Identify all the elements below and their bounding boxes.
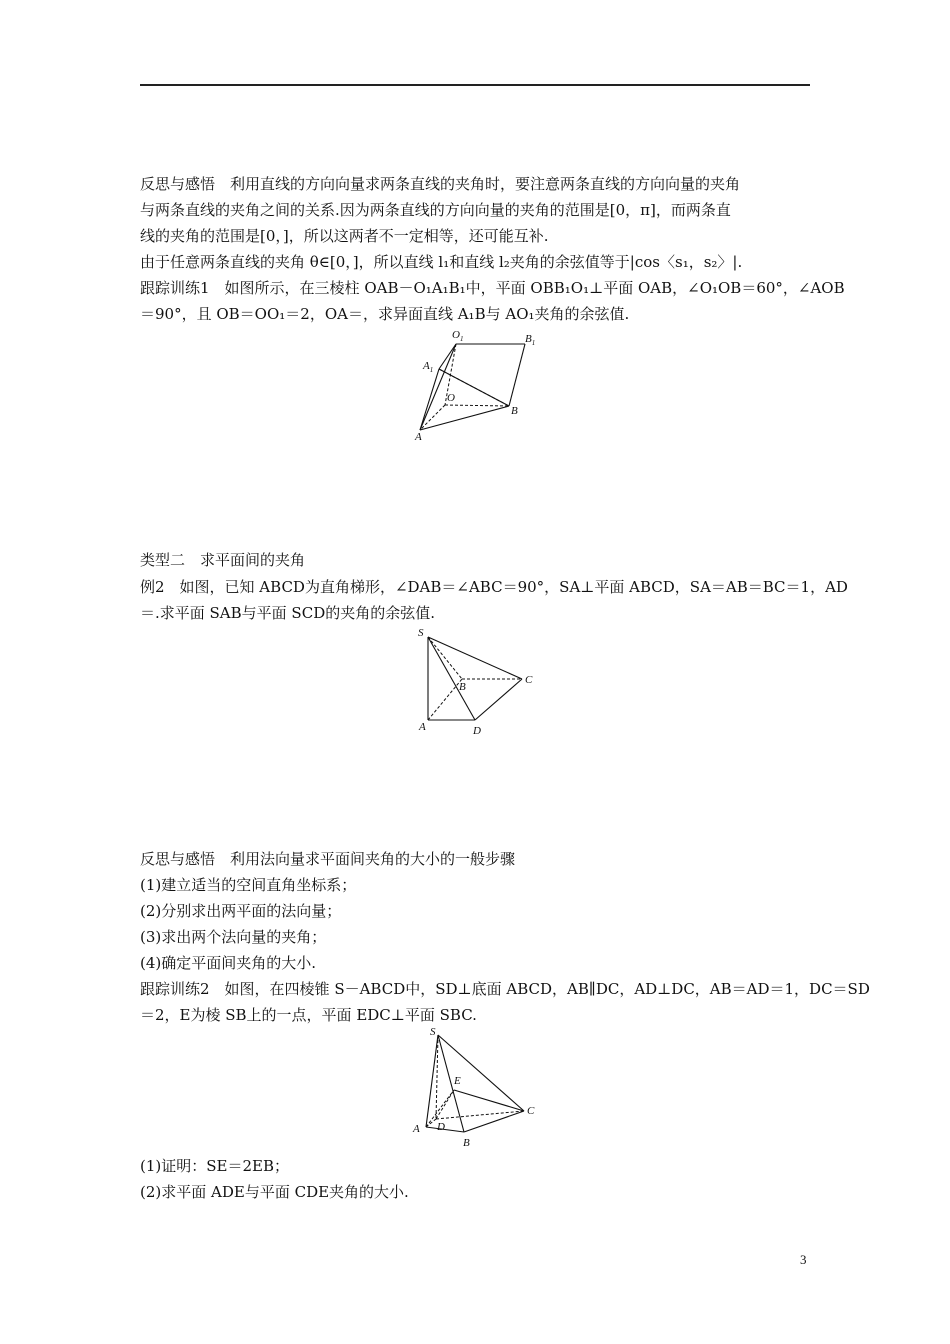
reflect2-line1: 反思与感悟 利用法向量求平面间夹角的大小的一般步骤 [140, 850, 516, 868]
track1-line2: ＝90°，且 OB＝OO₁＝2，OA＝，求异面直线 A₁B与 AO₁夹角的余弦值. [140, 305, 630, 323]
type2-heading: 类型二 求平面间的夹角 [140, 551, 306, 569]
label-D: D [473, 725, 481, 737]
label-A: A [419, 721, 426, 733]
quad-pyramid-figure [410, 1023, 545, 1153]
reflect1-line4: 由于任意两条直线的夹角 θ∈[0，]，所以直线 l₁和直线 l₂夹角的余弦值等于|cos〈s₁，s₂〉|. [140, 253, 743, 271]
track2-line1: 跟踪训练2 如图，在四棱锥 S－ABCD中，SD⊥底面 ABCD，AB∥DC，AD⊥DC，AB＝AD＝1，DC＝SD [140, 980, 870, 998]
label-S: S [418, 627, 424, 639]
header-rule [140, 84, 810, 86]
page-number: 3 [800, 1252, 807, 1267]
label-D: D [437, 1121, 445, 1133]
trapezoid-pyramid-figure [410, 622, 545, 740]
reflect2-step3: (3)求出两个法向量的夹角； [140, 928, 327, 946]
label-B: B [463, 1137, 470, 1149]
reflect2-step2: (2)分别求出两平面的法向量； [140, 902, 342, 920]
label-C: C [527, 1105, 535, 1117]
label-B: B [511, 405, 518, 417]
reflect1-line2: 与两条直线的夹角之间的关系.因为两条直线的方向向量的夹角的范围是[0，π]，而两条直 [140, 201, 731, 219]
reflect2-step1: (1)建立适当的空间直角坐标系； [140, 876, 357, 894]
label-O1: $O_1$ [452, 329, 464, 343]
label-B: B [459, 681, 466, 693]
reflect1-line1: 反思与感悟 利用直线的方向向量求两条直线的夹角时，要注意两条直线的方向向量的夹角 [140, 175, 741, 193]
track2-question1: (1)证明：SE＝2EB； [140, 1157, 289, 1175]
track1-line1: 跟踪训练1 如图所示，在三棱柱 OAB－O₁A₁B₁中，平面 OBB₁O₁⊥平面 OAB，∠O₁OB＝60°，∠AOB [140, 279, 845, 297]
reflect1-line3: 线的夹角的范围是[0，]，所以这两者不一定相等，还可能互补. [140, 227, 549, 245]
label-B1: $B_1$ [525, 333, 536, 347]
track2-question2: (2)求平面 ADE与平面 CDE夹角的大小. [140, 1183, 409, 1201]
label-E: E [454, 1075, 461, 1087]
example2-line1: 例2 如图，已知 ABCD为直角梯形，∠DAB＝∠ABC＝90°，SA⊥平面 ABCD，SA＝AB＝BC＝1，AD [140, 578, 848, 596]
prism-figure [405, 322, 565, 447]
example2-line2: ＝.求平面 SAB与平面 SCD的夹角的余弦值. [140, 604, 435, 622]
label-O: O [447, 392, 455, 404]
label-C: C [525, 674, 533, 686]
label-A: A [413, 1123, 420, 1135]
label-S: S [430, 1026, 436, 1038]
label-A: A [415, 431, 422, 443]
track2-line2: ＝2，E为棱 SB上的一点，平面 EDC⊥平面 SBC. [140, 1006, 477, 1024]
reflect2-step4: (4)确定平面间夹角的大小. [140, 954, 317, 972]
label-A1: $A_1$ [423, 360, 434, 374]
